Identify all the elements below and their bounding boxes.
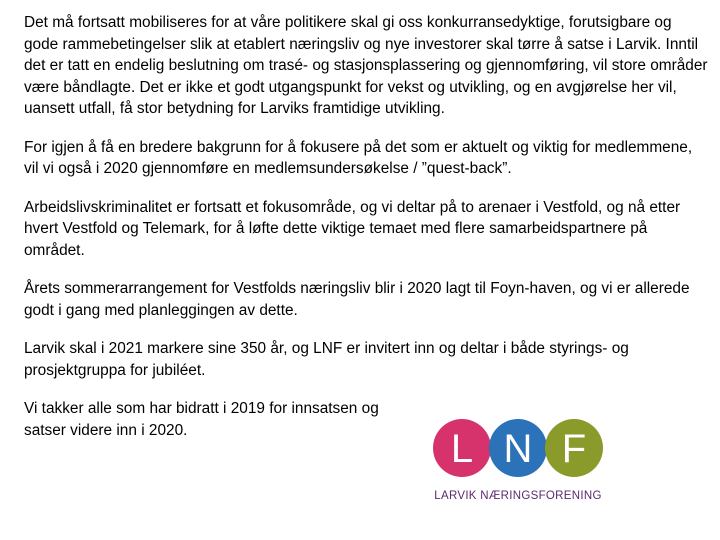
paragraph-member-survey: For igjen å få en bredere bakgrunn for å fokusere på det som er aktuelt og viktig for medlemmene, vil vi også i 2020 gjennomføre en medlemsundersøkelse / ”quest-back”.: [24, 138, 693, 177]
logo-letter-l: L: [450, 427, 474, 471]
lnf-logo: [418, 410, 618, 510]
document-body: [24, 12, 708, 458]
paragraph-summer-event: Årets sommerarrangement for Vestfolds næringsliv blir i 2020 lagt til Foyn-haven, og vi er allerede godt i gang med planleggingen av dette.: [24, 280, 690, 319]
logo-letter-n: N: [503, 427, 533, 471]
logo-caption: LARVIK NÆRINGSFORENING: [434, 490, 602, 502]
lnf-logo-graphic: [418, 410, 618, 490]
paragraph-anniversary: Larvik skal i 2021 markere sine 350 år, og LNF er invitert inn og deltar i både styrings- og prosjektgruppa for jubiléet.: [24, 340, 629, 379]
paragraph-infrastructure: Det må fortsatt mobiliseres for at våre politikere skal gi oss konkurransedyktige, forutsigbare og gode rammebetingelser slik at etablert næringsliv og nye investorer skal tørre å satse i Larvik. Inntil det er tatt en endelig beslutning om trasé- og stasjonsplassering og gjennomføring, vil store områder være båndlagte. Det er ikke et godt utgangspunkt for vekst og utvikling, og en avgjørelse her vil, uansett utfall, få stor betydning for Larviks framtidige utvikling.: [24, 14, 708, 117]
paragraph-thanks: Vi takker alle som har bidratt i 2019 for innsatsen og satser videre inn i 2020.: [24, 400, 379, 439]
logo-letter-f: F: [561, 427, 587, 471]
paragraph-work-crime: Arbeidslivskriminalitet er fortsatt et fokusområde, og vi deltar på to arenaer i Vestfold, og nå etter hvert Vestfold og Telemark, for å løfte dette viktige temaet med flere samarbeidspartnere på området.: [24, 198, 681, 259]
